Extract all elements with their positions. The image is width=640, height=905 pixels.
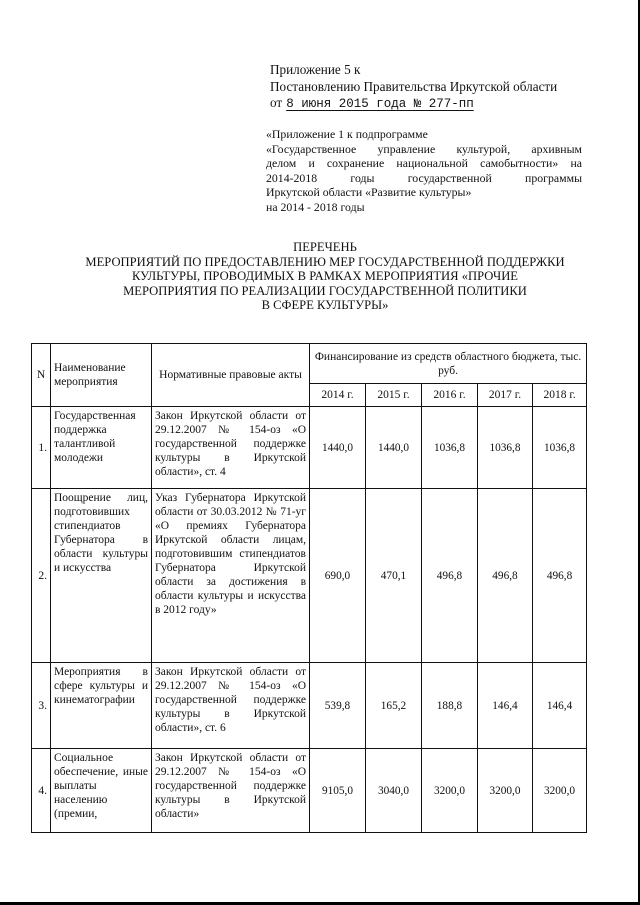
table-row: [32, 489, 587, 663]
funding-2017: 146,4: [478, 663, 533, 749]
row-number: 1.: [32, 407, 51, 489]
annex-line: «Государственное управление культурой, архивным: [266, 141, 582, 156]
title-line: ПЕРЕЧЕНЬ: [293, 240, 357, 254]
row-number: 2.: [32, 489, 51, 663]
header-name: Наименование мероприятия: [51, 344, 152, 407]
funding-2017: 496,8: [478, 489, 533, 663]
table-row: [32, 663, 587, 749]
annex-reference: [266, 127, 582, 215]
resolution-line: Постановлению Правительства Иркутской области: [270, 78, 558, 94]
funding-2015: 3040,0: [366, 749, 422, 833]
measure-name: Мероприятия в сфере культуры и кинематографии: [51, 663, 152, 749]
funding-2016: 3200,0: [422, 749, 478, 833]
annex-line: делом и сохранение национальной самобытности» на: [266, 156, 582, 171]
funding-2015: 1440,0: [366, 407, 422, 489]
measure-name: Поощрение лиц, подготовивших стипендиатов Губернатора в области культуры и искусства: [51, 489, 152, 663]
document-title: [60, 240, 590, 313]
funding-2016: 188,8: [422, 663, 478, 749]
header-year: 2018 г.: [533, 384, 587, 407]
funding-2017: 1036,8: [478, 407, 533, 489]
appendix-line: Приложение 5 к: [270, 62, 361, 77]
legal-act: Закон Иркутской области от 29.12.2007 № 154-оз «О государственной поддержке культуры в Иркутской области», ст. 6: [152, 663, 310, 749]
funding-2017: 3200,0: [478, 749, 533, 833]
title-line: МЕРОПРИЯТИЯ ПО РЕАЛИЗАЦИИ ГОСУДАРСТВЕННОЙ ПОЛИТИКИ: [123, 283, 527, 298]
funding-2018: 3200,0: [533, 749, 587, 833]
funding-2015: 470,1: [366, 489, 422, 663]
annex-line: на 2014 - 2018 годы: [266, 199, 365, 214]
title-line: В СФЕРЕ КУЛЬТУРЫ»: [261, 298, 389, 313]
funding-2014: 9105,0: [310, 749, 366, 833]
header-funding: Финансирование из средств областного бюджета, тыс. руб.: [310, 344, 587, 384]
funding-2018: 146,4: [533, 663, 587, 749]
date-line: [270, 95, 600, 113]
funding-2016: 1036,8: [422, 407, 478, 489]
row-number: 3.: [32, 663, 51, 749]
funding-2014: 690,0: [310, 489, 366, 663]
header-year: 2015 г.: [366, 384, 422, 407]
header-n: N: [32, 344, 51, 407]
measures-table: [31, 343, 587, 833]
header-year: 2014 г.: [310, 384, 366, 407]
title-line: МЕРОПРИЯТИЙ ПО ПРЕДОСТАВЛЕНИЮ МЕР ГОСУДАРСТВЕННОЙ ПОДДЕРЖКИ: [85, 254, 565, 269]
funding-2016: 496,8: [422, 489, 478, 663]
row-number: 4.: [32, 749, 51, 833]
measure-name: Социальное обеспечение, иные выплаты населению (премии,: [51, 749, 152, 833]
funding-2018: 1036,8: [533, 407, 587, 489]
legal-act: Закон Иркутской области от 29.12.2007 № 154-оз «О государственной поддержке культуры в Иркутской области»: [152, 749, 310, 833]
table-row: [32, 407, 587, 489]
header-year: 2016 г.: [422, 384, 478, 407]
annex-line: 2014-2018 годы государственной программы: [266, 170, 582, 185]
table-row: [32, 749, 587, 833]
legal-act: Указ Губернатора Иркутской области от 30.03.2012 № 71-уг «О премиях Губернатора Иркутской области лицам, подготовившим стипендиатов Губернатора Иркутской области за достижения в области культуры и искусства в 2012 году»: [152, 489, 310, 663]
funding-2014: 539,8: [310, 663, 366, 749]
annex-line: «Приложение 1 к подпрограмме: [266, 127, 428, 141]
legal-act: Закон Иркутской области от 29.12.2007 № 154-оз «О государственной поддержке культуры в Иркутской области», ст. 4: [152, 407, 310, 489]
title-line: КУЛЬТУРЫ, ПРОВОДИМЫХ В РАМКАХ МЕРОПРИЯТИЯ «ПРОЧИЕ: [131, 269, 519, 284]
funding-2014: 1440,0: [310, 407, 366, 489]
funding-2018: 496,8: [533, 489, 587, 663]
from-label: от: [270, 95, 283, 110]
header-year: 2017 г.: [478, 384, 533, 407]
measure-name: Государственная поддержка талантливой молодежи: [51, 407, 152, 489]
handwritten-date: 8 июня 2015 года № 277-пп: [286, 97, 474, 111]
funding-2015: 165,2: [366, 663, 422, 749]
header-acts: Нормативные правовые акты: [152, 344, 310, 407]
appendix-header: [270, 62, 600, 113]
annex-line: Иркутской области «Развитие культуры»: [266, 185, 472, 200]
